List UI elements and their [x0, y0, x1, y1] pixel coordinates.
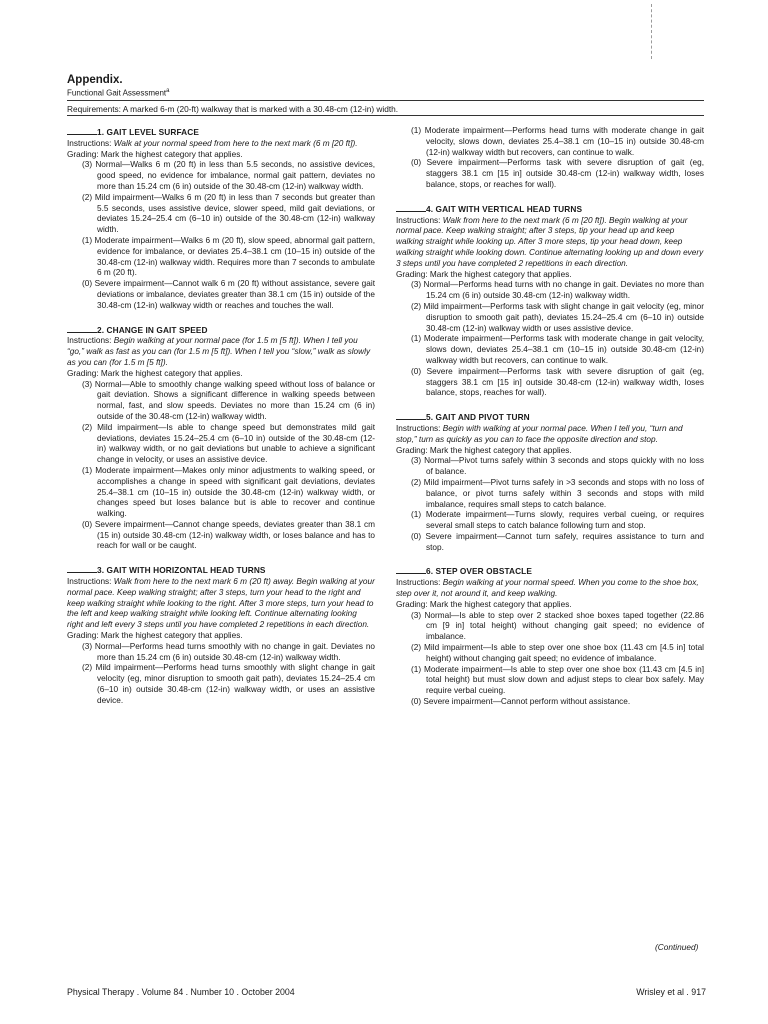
- instructions-label: Instructions:: [396, 578, 441, 588]
- section-3: [67, 564, 375, 706]
- grading-option: (0) Severe impairment—Cannot change speeds, deviates greater than 38.1 cm (15 in) outside 30.48-cm (12-in) walkway width, or loses balance and has to reach for wall or be caught.: [82, 519, 375, 551]
- instructions-label: Instructions:: [67, 336, 112, 346]
- instructions: [396, 578, 704, 600]
- instructions-text: Walk from here to the next mark 6 m (20 ft) away. Begin walking at your normal pace. Keep walking straight; after 3 steps, turn your head to the right and keep walking straight while looking to the right. After 3 more steps, turn your head to the left and keep walking straight while looking left. Continue alternating looking right and left every 3 steps until you have completed 2 repetitions in each direction.: [67, 577, 375, 630]
- score-blank: [67, 126, 97, 135]
- section-title-text: 3. GAIT WITH HORIZONTAL HEAD TURNS: [97, 565, 266, 576]
- instructions-label: Instructions:: [396, 423, 441, 433]
- grading-instruction: Grading: Mark the highest category that applies.: [396, 599, 572, 609]
- section-5: [396, 411, 704, 553]
- grading-option: (3) Normal—Able to smoothly change walking speed without loss of balance or gait deviation. Shows a significant difference in walking speeds between normal, fast, and slow speeds. Deviates no more than 15.24 cm (6 in) outside of the 30.48-cm (12-in) walkway width.: [82, 379, 375, 421]
- grading-option: (1) Moderate impairment—Is able to step over one shoe box (11.43 cm [4.5 in] total height) but must slow down and adjust steps to clear box safely. May require verbal cueing.: [411, 664, 704, 696]
- grading-option: (3) Normal—Walks 6 m (20 ft) in less than 5.5 seconds, no assistive devices, good speed, no evidence for imbalance, normal gait pattern, deviates no more than 15.24 cm (6 in) outside of the 30.48-cm (12-in) walkway width.: [82, 160, 375, 191]
- grading-option: (1) Moderate impairment—Performs task with moderate change in gait velocity, slows down, deviates 25.4–38.1 cm (10–15 in) outside 30.48-cm (12-in) walkway width but recovers, can continue to walk.: [411, 334, 704, 365]
- requirements-rule: [67, 115, 704, 116]
- section-1: [67, 126, 375, 312]
- section-title: [67, 126, 375, 139]
- score-blank: [396, 565, 426, 574]
- grading-option: (2) Mild impairment—Performs task with slight change in gait velocity (eg, minor disruption to smooth gait path), deviates 15.24–25.4 cm (6–10 in) outside 30.48-cm (12-in) walkway width or uses assistive device.: [411, 301, 704, 333]
- instructions-label: Instructions:: [67, 138, 112, 148]
- instructions: [67, 139, 375, 150]
- instructions-text: Begin walking at your normal speed. When you come to the shoe box, step over it, not around it, and keep walking.: [396, 578, 699, 599]
- instructions-label: Instructions:: [396, 215, 441, 225]
- footnote-marker: a: [166, 88, 170, 94]
- grading-option: (0) Severe impairment—Cannot walk 6 m (20 ft) without assistance, severe gait deviations or imbalance, deviates greater than 38.1 cm (15 in) outside of the 30.48-cm (12-in) walkway width or reaches and touches the wall.: [82, 279, 375, 310]
- page-number-footer: Wrisley et al . 917: [636, 987, 706, 997]
- instructions: [67, 336, 375, 368]
- section-6: [396, 565, 704, 707]
- grading-option: (3) Normal—Performs head turns with no change in gait. Deviates no more than 15.24 cm (6 in) outside 30.48-cm (12-in) walkway width.: [411, 280, 704, 301]
- instructions: [396, 216, 704, 270]
- grading-option: (0) Severe impairment—Performs task with severe disruption of gait (eg, staggers 38.1 cm [15 in] outside 30.48-cm (12-in) walkway width, loses balance, stops, reaches for wall).: [411, 366, 704, 398]
- section-title: [67, 564, 375, 577]
- instructions-text: Walk at your normal speed from here to the next mark (6 m [20 ft]).: [113, 138, 358, 148]
- grading-option: (1) Moderate impairment—Walks 6 m (20 ft), slow speed, abnormal gait pattern, evidence for imbalance, or deviates 25.4–38.1 cm (10–15 in) outside of the 30.48-cm (12-in) walkway width. Requires more than 7 seconds to ambulate 6 m (20 ft).: [82, 235, 375, 278]
- grading-option: (2) Mild impairment—Performs head turns smoothly with slight change in gait velocity (eg, minor disruption to smooth gait path), deviates 15.24–25.4 cm (6–10 in) outside 30.48-cm (12-in) walkway width, or uses an assistive device.: [82, 663, 375, 705]
- grading-option: (3) Normal—Is able to step over 2 stacked shoe boxes taped together (22.86 cm [9 in] total height) without changing gait speed; no evidence of imbalance.: [411, 610, 704, 642]
- appendix-subtitle: [67, 88, 170, 98]
- top-rule: [67, 100, 704, 101]
- instructions-label: Instructions:: [67, 577, 112, 587]
- journal-footer: Physical Therapy . Volume 84 . Number 10 . October 2004: [67, 987, 295, 997]
- grading-option: (2) Mild impairment—Walks 6 m (20 ft) in less than 7 seconds but greater than 5.5 seconds, uses assistive device, slower speed, mild gait deviations, or deviates 15.24–25.4 cm (6–10 in) outside of the 30.48-cm (12-in) walkway width.: [82, 192, 375, 235]
- instructions-text: Begin walking at your normal pace (for 1.5 m [5 ft]). When I tell you “go,” walk as fast as you can (for 1.5 m [5 ft]). When I tell you “slow,” walk as slowly as you can (for 1.5 m [5 ft]).: [67, 336, 371, 367]
- grading-option: (2) Mild impairment—Is able to step over one shoe box (11.43 cm [4.5 in] total height) without changing gait speed; no evidence of imbalance.: [411, 643, 704, 663]
- section-2: [67, 324, 375, 553]
- grading-option: (2) Mild impairment—Pivot turns safely in >3 seconds and stops with no loss of balance, or pivot turns safely within 3 seconds and stops with mild imbalance, requires small steps to catch balance.: [411, 477, 704, 509]
- score-blank: [67, 324, 97, 333]
- grading-option: (1) Moderate impairment—Turns slowly, requires verbal cueing, or requires several small steps to catch balance following turn and stop.: [411, 510, 704, 531]
- grading-option: (2) Mild impairment—Is able to change speed but demonstrates mild gait deviations, deviates 15.24–25.4 cm (6–10 in) outside of the 30.48-cm (12-in) walkway width, or no gait deviations but unable to achieve a significant change in velocity, or uses an assistive device.: [82, 422, 375, 465]
- grading-option: (0) Severe impairment—Performs task with severe disruption of gait (eg, staggers 38.1 cm [15 in] outside 30.48-cm (12-in) walkway width, loses balance, stops, or reaches for wall).: [411, 158, 704, 189]
- instructions-text: Begin with walking at your normal pace. When I tell you, “turn and stop,” turn as quickly as you can to face the opposite direction and stop.: [396, 423, 683, 444]
- section-4: [396, 203, 704, 399]
- margin-rule: [651, 4, 652, 59]
- instructions: [396, 424, 704, 446]
- grading-option: (1) Moderate impairment—Performs head turns with moderate change in gait velocity, slows down, deviates 25.4–38.1 cm (10–15 in) outside 30.48-cm (12-in) walkway width but recovers, can continue to walk.: [411, 126, 704, 157]
- section-title-text: 6. STEP OVER OBSTACLE: [426, 566, 532, 577]
- section-title-text: 1. GAIT LEVEL SURFACE: [97, 127, 199, 137]
- score-blank: [396, 203, 426, 212]
- section-title-text: 5. GAIT AND PIVOT TURN: [426, 412, 530, 423]
- section-title: [396, 565, 704, 578]
- grading-instruction: Grading: Mark the highest category that applies.: [67, 368, 243, 378]
- left-column: [67, 126, 375, 719]
- section-title: [396, 411, 704, 424]
- grading-option: (0) Severe impairment—Cannot perform without assistance.: [411, 697, 631, 707]
- section-title-text: 2. CHANGE IN GAIT SPEED: [97, 324, 208, 335]
- section-3-continued: [396, 126, 704, 191]
- grading-instruction: Grading: Mark the highest category that applies.: [67, 631, 243, 641]
- requirements-text: Requirements: A marked 6-m (20-ft) walkway that is marked with a 30.48-cm (12-in) width.: [67, 104, 399, 114]
- right-column: [396, 126, 704, 720]
- grading-option: (1) Moderate impairment—Makes only minor adjustments to walking speed, or accomplishes a change in speed with significant gait deviations, deviates 25.4–38.1 cm (10–15 in) outside the 30.48-cm (12-in) walkway width, or changes speed but loses balance but is able to recover and continue walking.: [82, 465, 375, 519]
- score-blank: [396, 411, 426, 420]
- grading-option: (3) Normal—Pivot turns safely within 3 seconds and stops quickly with no loss of balance.: [411, 456, 704, 477]
- score-blank: [67, 564, 97, 573]
- appendix-subtitle-text: Functional Gait Assessment: [67, 88, 167, 98]
- grading-instruction: Grading: Mark the highest category that applies.: [67, 149, 243, 159]
- grading-option: (3) Normal—Performs head turns smoothly with no change in gait. Deviates no more than 15.24 cm (6 in) outside 30.48-cm (12-in) walkway width.: [82, 641, 375, 662]
- appendix-title: Appendix.: [67, 74, 123, 86]
- instructions-text: Walk from here to the next mark (6 m [20 ft]). Begin walking at your normal pace. Keep walking straight; after 3 steps, tip your head up and keep walking straight while looking up. After 3 more steps, tip your head down, keep walking straight while looking down. Continue alternating looking up and down every 3 steps until you have completed 2 repetitions in each direction.: [396, 215, 704, 268]
- continued-note: (Continued): [655, 942, 699, 952]
- grading-instruction: Grading: Mark the highest category that applies.: [396, 269, 572, 279]
- section-title-text: 4. GAIT WITH VERTICAL HEAD TURNS: [426, 203, 583, 214]
- section-title: [396, 203, 704, 216]
- section-title: [67, 324, 375, 337]
- grading-instruction: Grading: Mark the highest category that applies.: [396, 445, 572, 455]
- grading-option: (0) Severe impairment—Cannot turn safely, requires assistance to turn and stop.: [411, 531, 704, 552]
- instructions: [67, 577, 375, 631]
